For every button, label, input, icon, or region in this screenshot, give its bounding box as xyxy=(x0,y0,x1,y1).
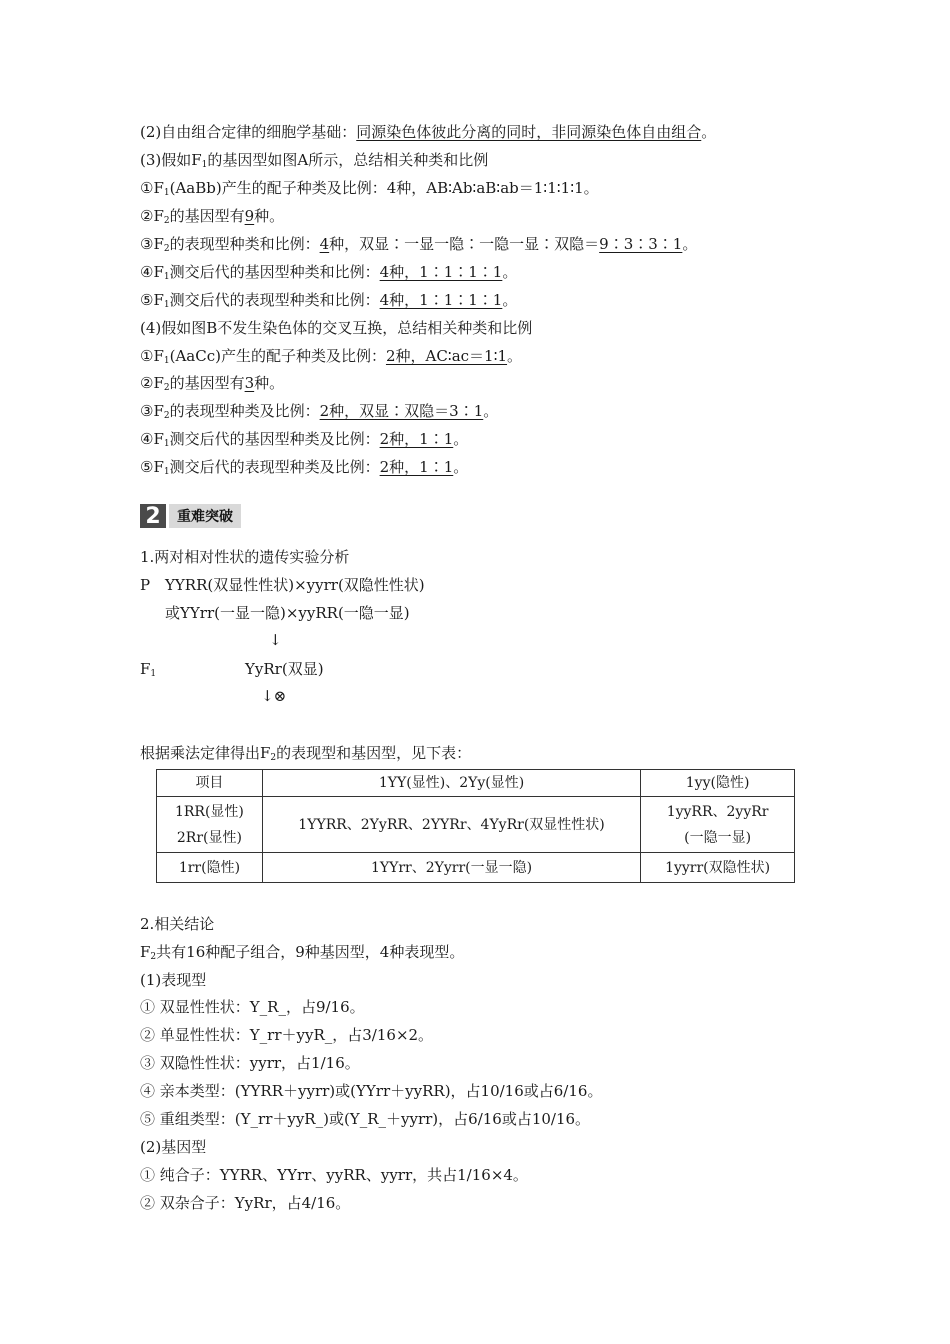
text: (3)假如F xyxy=(140,151,202,169)
p2-answer: 同源染色体彼此分离的同时，非同源染色体自由组合 xyxy=(356,123,702,141)
table-row xyxy=(157,797,795,853)
text: 。 xyxy=(682,235,698,253)
conclusion-item: ③ 双隐性性状：yyrr，占1/16。 xyxy=(140,1054,360,1072)
subscript: 1 xyxy=(163,356,170,366)
genotype-heading: (2)基因型 xyxy=(140,1138,207,1156)
text: 的基因型如图A所示，总结相关种类和比例 xyxy=(207,151,489,169)
text: ④F xyxy=(140,263,164,281)
b3-line xyxy=(140,401,498,426)
cross-heading: 1.两对相对性状的遗传实验分析 xyxy=(140,548,350,566)
header-cell: 项目 xyxy=(157,770,263,797)
conclusion-item: ① 双显性性状：Y_R_，占9/16。 xyxy=(140,998,365,1016)
text: F xyxy=(140,660,151,678)
text: 1RR(显性) xyxy=(174,803,244,820)
subscript: 2 xyxy=(163,383,170,393)
text: 共有16种配子组合，9种基因型，4种表现型。 xyxy=(156,943,465,961)
f1-label xyxy=(140,659,156,684)
text: (一隐一显) xyxy=(684,829,752,846)
subscript: 2 xyxy=(163,244,170,254)
table-header-row xyxy=(157,770,795,797)
section-header xyxy=(140,504,241,528)
conclusion-item: ② 单显性性状：Y_rr＋yyR_，占3/16×2。 xyxy=(140,1026,434,1044)
text: ①F xyxy=(140,179,164,197)
answer: 9∶3∶3∶1 xyxy=(599,235,683,253)
text: 测交后代的基因型种类和比例： xyxy=(169,263,380,281)
section-number: 2 xyxy=(140,504,166,528)
section-title: 重难突破 xyxy=(169,504,241,528)
text: 种。 xyxy=(254,374,285,392)
b1-line xyxy=(140,346,522,371)
a5-line xyxy=(140,290,517,315)
b4-line xyxy=(140,429,468,454)
header-cell: 1yy(隐性) xyxy=(641,770,795,797)
a1-line xyxy=(140,178,599,203)
conclusion-item: ④ 亲本类型：(YYRR＋yyrr)或(YYrr＋yyRR)，占10/16或占6/16。 xyxy=(140,1082,603,1100)
text: ③F xyxy=(140,402,164,420)
text: 种，双显∶一显一隐∶一隐一显∶双隐＝ xyxy=(329,235,600,253)
text: (AaCc)产生的配子种类及比例： xyxy=(169,347,386,365)
subscript: 2 xyxy=(163,411,170,421)
text: 。 xyxy=(502,291,518,309)
text: ①F xyxy=(140,347,164,365)
conclusion-item: ⑤ 重组类型：(Y_rr＋yyR_)或(Y_R_＋yyrr)，占6/16或占10/16。 xyxy=(140,1110,591,1128)
answer: 2种，双显∶双隐＝3∶1 xyxy=(319,402,484,420)
summary-line xyxy=(140,942,464,967)
a3-line xyxy=(140,234,697,259)
conclusion-item: ② 双杂合子：YyRr，占4/16。 xyxy=(140,1194,351,1212)
answer: 2种，1∶1 xyxy=(379,430,454,448)
table-cell: 1yyrr(双隐性状) xyxy=(641,853,795,883)
table-intro xyxy=(140,743,471,768)
text: F xyxy=(140,943,151,961)
answer: 4 xyxy=(319,235,330,253)
header-cell: 1YY(显性)、2Yy(显性) xyxy=(262,770,640,797)
answer: 3 xyxy=(244,374,255,392)
answer: 2种，1∶1 xyxy=(379,458,454,476)
text: 2Rr(显性) xyxy=(176,829,242,846)
table-cell xyxy=(641,797,795,853)
text: 。 xyxy=(453,458,469,476)
subscript: 1 xyxy=(201,160,208,170)
text: ③F xyxy=(140,235,164,253)
subscript: 2 xyxy=(150,952,157,962)
text: ②F xyxy=(140,207,164,225)
subscript: 2 xyxy=(270,753,277,763)
subscript: 1 xyxy=(163,467,170,477)
subscript: 1 xyxy=(163,272,170,282)
p2-suffix: 。 xyxy=(701,123,717,141)
table-row xyxy=(157,853,795,883)
text: 。 xyxy=(483,402,499,420)
text: 。 xyxy=(453,430,469,448)
text: 。 xyxy=(507,347,523,365)
conclusion-item: ① 纯合子：YYRR、YYrr、yyRR、yyrr，共占1/16×4。 xyxy=(140,1166,528,1184)
text: 的基因型有 xyxy=(169,207,245,225)
text: 测交后代的表现型种类及比例： xyxy=(169,458,380,476)
phenotype-heading: (1)表现型 xyxy=(140,971,207,989)
text: 测交后代的表现型种类和比例： xyxy=(169,291,380,309)
text: 测交后代的基因型种类及比例： xyxy=(169,430,380,448)
a2-line xyxy=(140,206,284,231)
row-label xyxy=(157,797,263,853)
conclusions-heading: 2.相关结论 xyxy=(140,915,215,933)
text: 种。 xyxy=(254,207,285,225)
row-label: 1rr(隐性) xyxy=(157,853,263,883)
p2-line xyxy=(140,122,716,142)
b5-line xyxy=(140,457,468,482)
text: ⑤F xyxy=(140,458,164,476)
text: (4)假如图B不发生染色体的交叉互换，总结相关种类和比例 xyxy=(140,319,533,337)
text: 。 xyxy=(502,263,518,281)
table-cell: 1YYRR、2YyRR、2YYRr、4YyRr(双显性性状) xyxy=(262,797,640,853)
text: 的表现型种类和比例： xyxy=(169,235,320,253)
f1-genotype: YyRr(双显) xyxy=(245,660,324,678)
subscript: 1 xyxy=(163,188,170,198)
text: 根据乘法定律得出F xyxy=(140,744,271,762)
p-label: P xyxy=(140,576,151,594)
answer: 4种，1∶1∶1∶1 xyxy=(379,291,503,309)
text: 的表现型种类及比例： xyxy=(169,402,320,420)
b2-line xyxy=(140,373,284,398)
subscript: 1 xyxy=(163,300,170,310)
table-cell: 1YYrr、2Yyrr(一显一隐) xyxy=(262,853,640,883)
down-arrow-icon: ↓ xyxy=(269,631,282,649)
answer: 4种，1∶1∶1∶1 xyxy=(379,263,503,281)
text: 的基因型有 xyxy=(169,374,245,392)
or-cross-line: 或YYrr(一显一隐)×yyRR(一隐一显) xyxy=(165,604,410,622)
text: ④F xyxy=(140,430,164,448)
answer: 2种，AC∶ac＝1∶1 xyxy=(385,347,508,365)
answer: 9 xyxy=(244,207,255,225)
a4-line xyxy=(140,262,517,287)
subscript: 2 xyxy=(163,216,170,226)
selfing-arrow-icon: ↓⊗ xyxy=(261,687,287,705)
text: 1yyRR、2yyRr xyxy=(666,803,769,820)
p-cross-line: YYRR(双显性性状)×yyrr(双隐性性状) xyxy=(165,576,425,594)
subscript: 1 xyxy=(150,669,157,679)
p3-heading xyxy=(140,150,488,175)
text: 的表现型和基因型，见下表： xyxy=(276,744,472,762)
text: ⑤F xyxy=(140,291,164,309)
p4-heading xyxy=(140,318,532,338)
subscript: 1 xyxy=(163,439,170,449)
p2-prefix: (2)自由组合定律的细胞学基础： xyxy=(140,123,357,141)
text: ②F xyxy=(140,374,164,392)
genotype-table xyxy=(156,769,795,883)
text: (AaBb)产生的配子种类及比例：4种，AB∶Ab∶aB∶ab＝1∶1∶1∶1。 xyxy=(169,179,599,197)
